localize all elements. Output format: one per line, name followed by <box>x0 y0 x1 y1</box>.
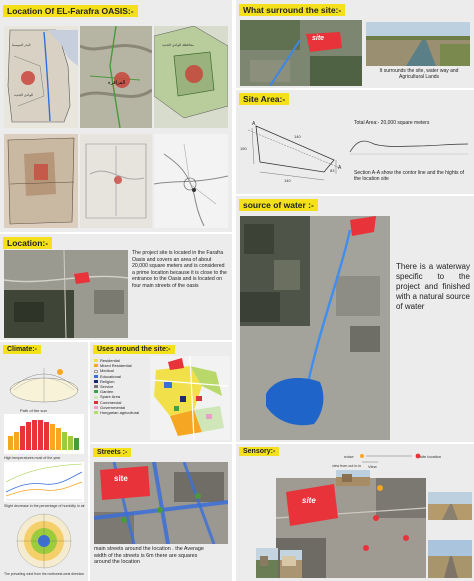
location-oasis-title: Location Of EL-Farafra OASIS:- <box>3 5 138 17</box>
site-area-title: Site Area:- <box>239 93 289 105</box>
section-note: Section A-A show the contor line and the hights of the location site <box>354 170 465 182</box>
humidity-label: Slight decrease in the percentage of humidity in air <box>4 504 85 508</box>
legend-swatch <box>94 401 98 404</box>
surround-panel <box>236 0 474 88</box>
legend-label: Garden <box>100 389 114 395</box>
surround-site-label: site <box>312 35 325 42</box>
water-satellite-image <box>240 216 390 440</box>
egypt-map <box>4 26 78 128</box>
sensory-title: Sensory:- <box>239 447 279 456</box>
location-satellite-image <box>4 250 128 338</box>
legend-label: Medical <box>100 368 114 374</box>
surround-satellite-image <box>240 20 362 86</box>
location-oasis-panel <box>0 0 232 232</box>
svg-text:الفرافرة: الفرافرة <box>108 80 126 86</box>
water-title: source of water :- <box>239 199 318 211</box>
surround-title: What surround the site:- <box>239 4 345 16</box>
legend-label: Governmental <box>100 404 126 410</box>
location-panel <box>0 234 232 340</box>
legend-item <box>94 410 150 415</box>
legend-swatch <box>94 390 98 393</box>
site-dim-top: 140 <box>294 134 301 139</box>
water-text: There is a waterway specific to the project and finished with a natural source of water <box>396 262 470 311</box>
svg-text:محافظة الوادي الجديد: محافظة الوادي الجديد <box>162 43 194 47</box>
surround-photo <box>366 22 470 66</box>
legend-swatch <box>94 364 98 367</box>
uses-title: Uses around the site:- <box>93 345 175 354</box>
surround-text: It surrounds the site, water way and Agricultural Lands <box>379 68 459 80</box>
streets-panel <box>90 444 232 581</box>
sensory-photo-1 <box>336 470 370 486</box>
sensory-site-label: site <box>302 496 316 505</box>
climate-panel <box>0 342 88 581</box>
svg-text:البحر المتوسط: البحر المتوسط <box>12 43 31 47</box>
legend-label: Spare Area <box>100 394 121 400</box>
legend-swatch <box>94 380 98 383</box>
noise-label: noise <box>344 454 354 459</box>
streets-text: main streets around the location . the Average width of the streets is 6m there are squares around the location <box>94 546 204 566</box>
legend-label: Mixed Residential <box>100 363 132 369</box>
uses-legend <box>94 358 150 415</box>
uses-panel <box>90 342 232 442</box>
legend-label: Hungarian agricultural <box>100 410 140 416</box>
sun-path-label: Path of the sun <box>20 408 47 413</box>
legend-swatch <box>94 411 98 414</box>
legend-label: Religion <box>100 378 115 384</box>
temperature-label: High temperatures most of the year <box>4 456 61 460</box>
site-dim-right: 83 <box>330 168 335 173</box>
legend-swatch <box>94 375 98 378</box>
sensory-photo-4 <box>256 548 278 578</box>
site-area-panel <box>236 90 474 194</box>
site-plan-drawing <box>240 110 344 192</box>
humidity-chart <box>4 462 84 502</box>
administrative-map <box>154 26 228 128</box>
sun-path-diagram <box>4 360 84 406</box>
legend-label: Residential <box>100 358 120 363</box>
streets-site-label: site <box>114 474 128 483</box>
sensory-photo-5 <box>280 550 302 578</box>
location-title: Location:- <box>3 237 52 249</box>
site-dim-left: 150 <box>240 146 247 151</box>
landuse-map-a <box>4 134 78 228</box>
site-location-label: site location <box>420 454 442 459</box>
oasis-region-map <box>80 26 152 128</box>
sensory-panel <box>236 444 474 581</box>
legend-swatch <box>94 385 98 388</box>
legend-swatch <box>94 396 98 399</box>
wind-rose-diagram <box>14 512 74 570</box>
legend-label: Educational <box>100 373 121 379</box>
land-use-map <box>150 356 230 440</box>
site-label-a2: A <box>338 165 342 171</box>
section-profile <box>348 130 470 156</box>
legend-label: Commercial <box>100 399 122 405</box>
legend-swatch <box>94 359 98 362</box>
total-area-text: Total Area:- 20,000 square meters <box>354 120 430 126</box>
legend-swatch <box>94 370 98 373</box>
site-label-a1: A <box>252 121 256 127</box>
wind-label: The prevailing wind from the northwest-west direction <box>4 572 85 576</box>
location-text: The project site is located in the Farafra Oasis and covers an area of about 20,000 square meters and is considered a prime location because it is close to the entrance to the Oasis and is located on four main streets of the oasis <box>132 250 227 289</box>
sensory-legend-arrows <box>356 452 426 472</box>
streets-map <box>94 462 228 544</box>
svg-text:الوادي الجديد: الوادي الجديد <box>14 93 34 97</box>
climate-title: Climate:- <box>3 345 41 354</box>
landuse-map-b <box>80 134 152 228</box>
temperature-chart <box>4 414 84 454</box>
legend-label: Service <box>100 384 114 390</box>
streets-title: Streets :- <box>93 448 131 457</box>
sensory-photo-2 <box>428 492 472 520</box>
sensory-photo-3 <box>428 540 472 578</box>
town-map <box>154 134 228 228</box>
legend-swatch <box>94 406 98 409</box>
site-dim-bottom: 140 <box>284 178 291 183</box>
view-label: view from out to in <box>332 464 362 468</box>
view-short-label: View <box>368 464 377 469</box>
water-panel <box>236 196 474 442</box>
